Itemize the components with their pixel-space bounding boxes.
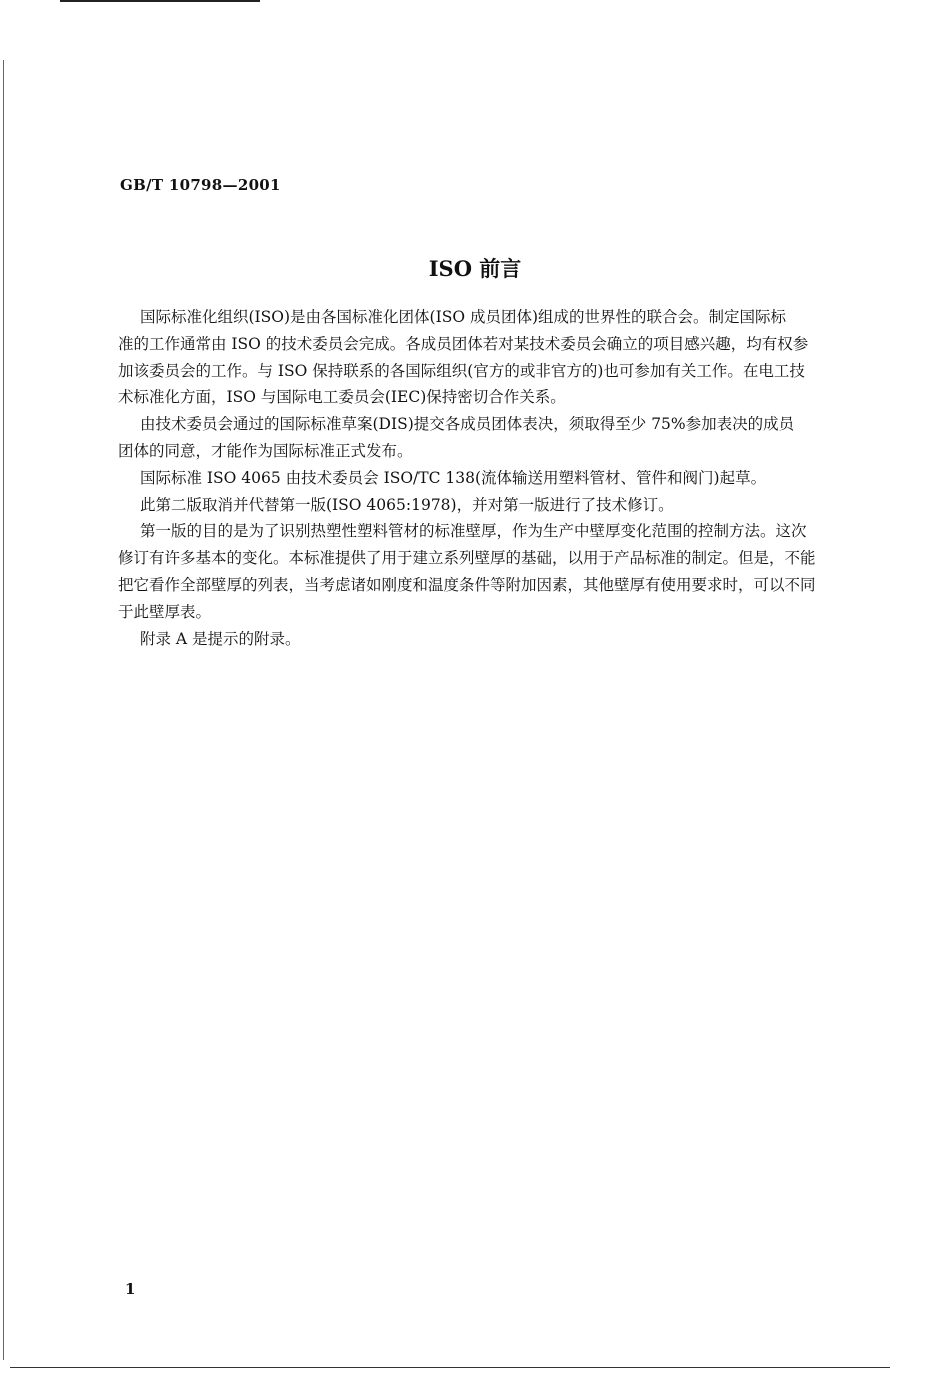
text-line: 加该委员会的工作。与 ISO 保持联系的各国际组织(官方的或非官方的)也可参加有关工作。在电工技 [118,361,805,380]
text-line: 由技术委员会通过的国际标准草案(DIS)提交各成员团体表决，须取得至少 75%参加表决的成员 [140,415,795,434]
paragraph [118,626,858,653]
page-title: ISO 前言 [428,256,522,281]
page-number: 1 [125,1280,136,1298]
text-line: 此第二版取消并代替第一版(ISO 4065:1978)，并对第一版进行了技术修订。 [140,495,674,514]
scan-border-bottom [10,1367,890,1368]
text-line: 于此壁厚表。 [118,602,212,621]
text-line: 团体的同意，才能作为国际标准正式发布。 [118,441,413,460]
text-line: 术标准化方面，ISO 与国际电工委员会(IEC)保持密切合作关系。 [118,388,566,407]
text-line: 修订有许多基本的变化。本标准提供了用于建立系列壁厚的基础，以用于产品标准的制定。但是，不能 [118,549,816,568]
standard-number: GB/T 10798—2001 [120,176,281,194]
paragraph [118,492,858,519]
text-line: 附录 A 是提示的附录。 [140,629,301,648]
text-line: 把它看作全部壁厚的列表，当考虑诸如刚度和温度条件等附加因素，其他壁厚有使用要求时，可以不同 [118,575,816,594]
paragraph [118,304,858,411]
paragraph [118,518,858,625]
text-line: 准的工作通常由 ISO 的技术委员会完成。各成员团体若对某技术委员会确立的项目感兴趣，均有权参 [118,334,809,353]
text-line: 第一版的目的是为了识别热塑性塑料管材的标准壁厚，作为生产中壁厚变化范围的控制方法。这次 [140,522,807,541]
paragraph [118,411,858,465]
paragraph [118,465,858,492]
text-line: 国际标准化组织(ISO)是由各国标准化团体(ISO 成员团体)组成的世界性的联合会。制定国际标 [140,308,787,326]
document-body [118,304,858,652]
text-line: 国际标准 ISO 4065 由技术委员会 ISO/TC 138(流体输送用塑料管材、管件和阀门)起草。 [140,468,767,487]
scan-border-top [60,0,260,2]
